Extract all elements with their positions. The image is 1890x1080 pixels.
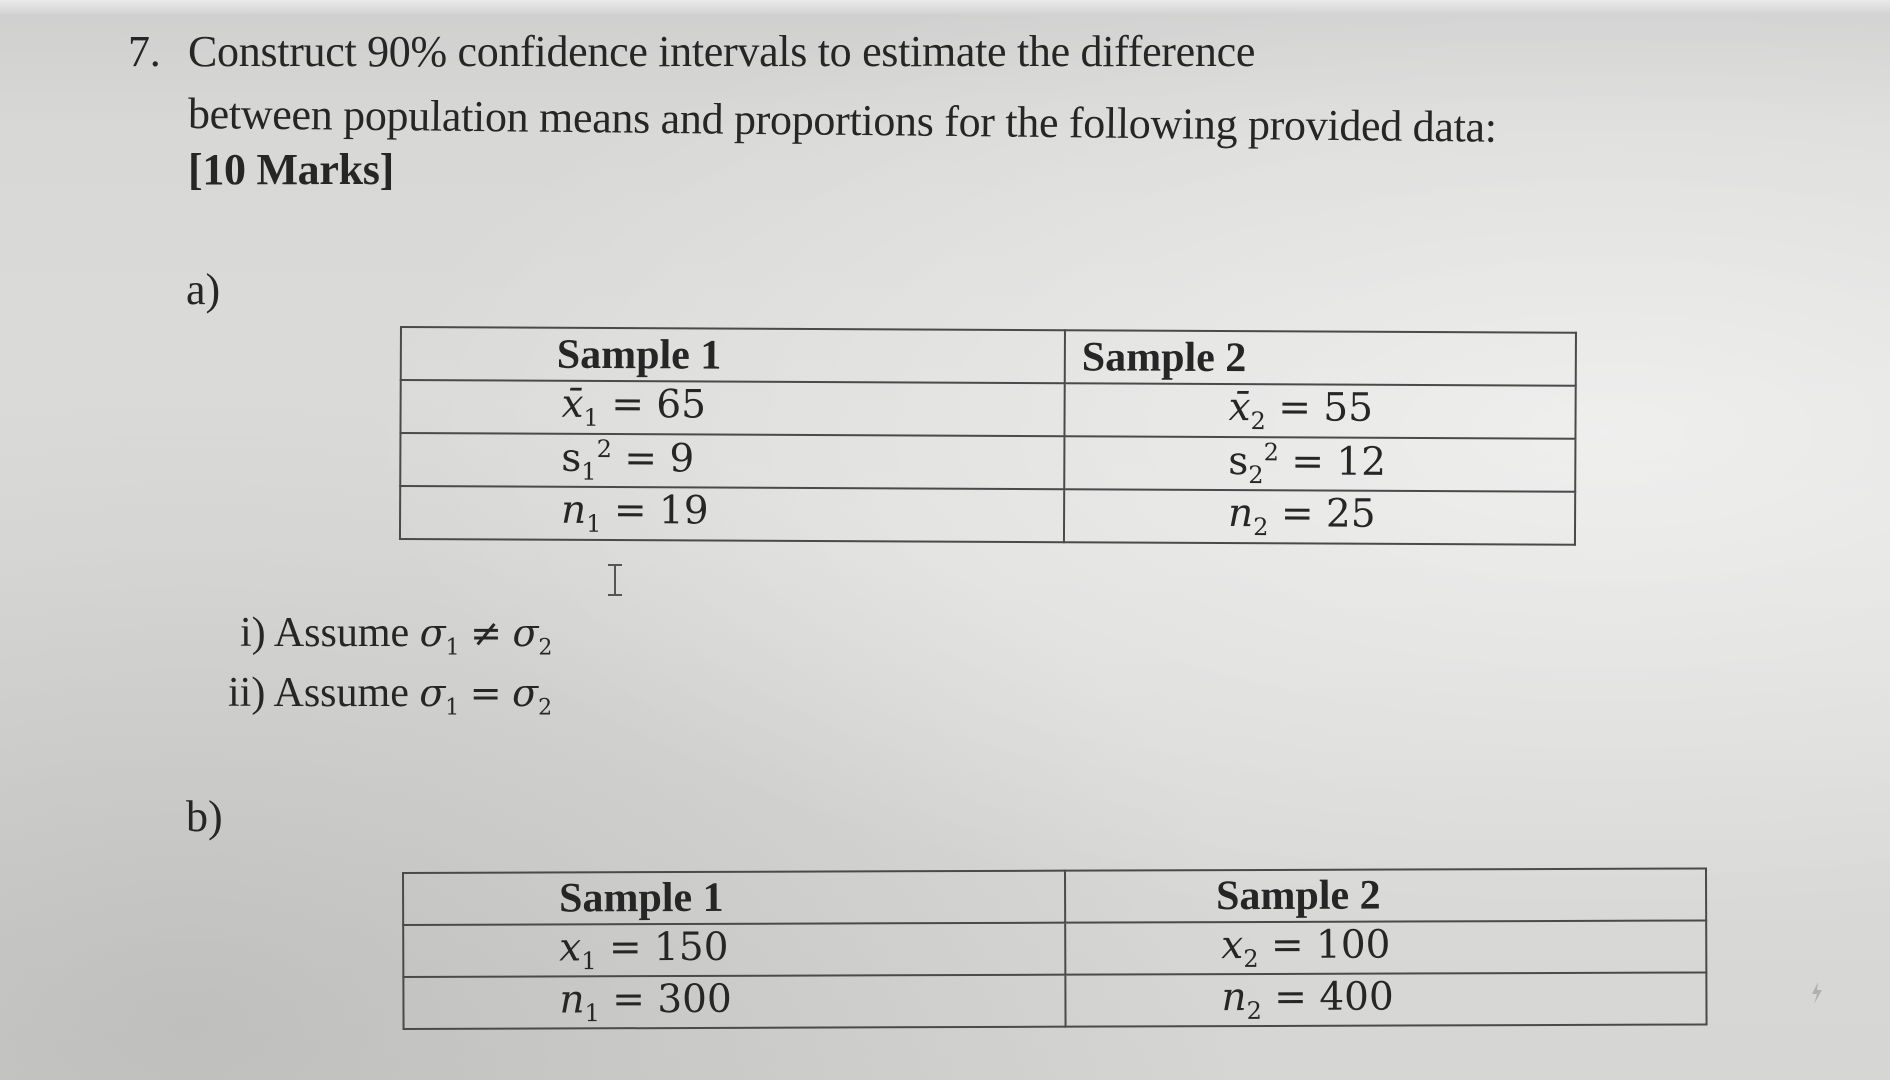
question-number: 7. xyxy=(128,27,161,76)
table-header-sample-1: Sample 1 xyxy=(401,327,1065,383)
sample-1-size: $n_1 = 300$ xyxy=(403,975,1065,1029)
assumption-ii: ii) Assume $\sigma_1 = \sigma_2$ xyxy=(228,670,553,721)
sample-2-size: $n_2 = 25$ xyxy=(1064,489,1575,544)
table-header-sample-2: Sample 2 xyxy=(1065,868,1706,922)
sample-1-size: $n_1 = 19$ xyxy=(400,486,1064,542)
table-header-row xyxy=(401,327,1576,386)
table-row xyxy=(403,920,1706,977)
screen-top-edge xyxy=(0,0,1890,14)
part-a-table xyxy=(399,326,1577,546)
sample-1-successes: $x_1 = 150$ xyxy=(403,923,1065,977)
table-row xyxy=(400,433,1575,492)
table-row xyxy=(403,972,1706,1029)
question-text-line-2: between population means and proportions for the following provided data: xyxy=(187,89,1497,152)
sample-2-successes: $x_2 = 100$ xyxy=(1065,920,1706,974)
sample-2-mean: $x̄_2 = 55$ xyxy=(1064,383,1575,438)
table-row xyxy=(400,486,1575,545)
part-b-table xyxy=(402,867,1708,1030)
assumption-i: i) Assume $\sigma_1 \ne \sigma_2$ xyxy=(240,610,553,661)
sample-2-size: $n_2 = 400$ xyxy=(1065,972,1706,1026)
text-cursor-icon xyxy=(606,563,624,597)
table-header-sample-2: Sample 2 xyxy=(1065,330,1576,385)
table-header-row xyxy=(403,868,1706,925)
question-marks: [10 Marks] xyxy=(188,145,394,194)
part-b-label: b) xyxy=(186,792,223,841)
table-row xyxy=(400,380,1575,439)
sample-1-variance: $s_1^2 = 9$ xyxy=(400,433,1064,489)
sample-1-mean: $x̄_1 = 65$ xyxy=(400,380,1064,436)
question-text-line-1: Construct 90% confidence intervals to estimate the difference xyxy=(188,27,1256,76)
smudge-mark-icon xyxy=(1808,982,1826,1004)
part-a-label: a) xyxy=(186,265,221,314)
table-header-sample-1: Sample 1 xyxy=(403,871,1065,925)
sample-2-variance: $s_2^2 = 12$ xyxy=(1064,436,1575,491)
